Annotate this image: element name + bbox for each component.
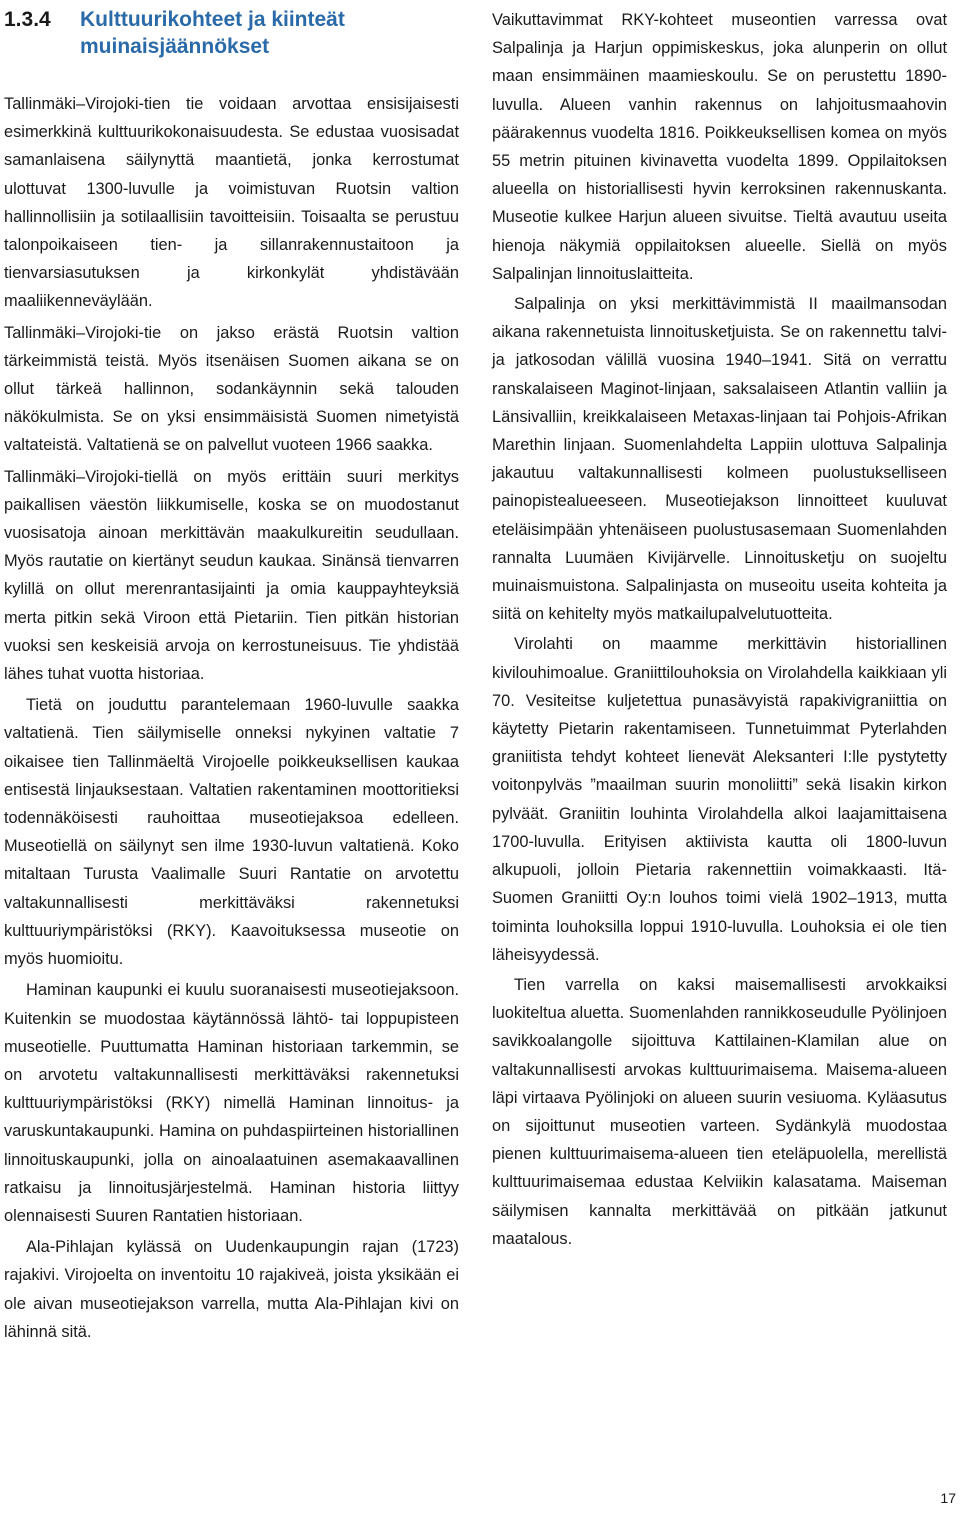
section-heading [4, 6, 459, 60]
paragraph: Tien varrella on kaksi maisemallisesti arvokkaiksi luokiteltua aluetta. Suomenlahden rannikkoseudulle Pyölinjoen savikkoalangolle sijoittuva Kattilainen-Klamilan alue on valtakunnallisesti arvokas kulttuurimaisema. Maisema-alueen läpi virtaava Pyölinjoki on alueen suurin vesiuoma. Kyläasutus on sijoittunut museotien varteen. Sydänkylä muodostaa pienen kulttuurimaisema-alueen tien eteläpuolella, merellistä kulttuurimaisemaa edustaa Kelviikin kalasatama. Maiseman säilymisen kannalta merkittävää on pitkään jatkunut maatalous. [492, 975, 947, 1248]
right-column [492, 6, 947, 1253]
paragraph: Virolahti on maamme merkittävin historiallinen kivilouhimoalue. Graniittilouhoksia on Virolahdella kaikkiaan yli 70. Vesiteitse kuljetettua punasävyistä rapakivigraniittia on käytetty Pietarin rakentamiseen. Tunnetuimmat Pyterlahden graniitista tehdyt kohteet lienevät Aleksanteri I:lle pystytetty voitonpylväs ”maailman suurin monoliitti” sekä Iisakin kirkon pylväät. Graniitin louhinta Virolahdella alkoi laajamittaisena 1700-luvulla. Erityisen aktiivista kautta oli 1800-luvun alkupuoli, jolloin Pietaria rakennettiin voimakkaasti. Itä-Suomen Graniitti Oy:n louhos toimi vielä 1902–1913, mutta toiminta louhoksilla loppui 1910-luvulla. Louhoksia ei ole tien läheisyydessä. [492, 635, 947, 964]
paragraph: Tietä on jouduttu parantelemaan 1960-luvulle saakka valtatienä. Tien säilymiselle onneksi nykyinen valtatie 7 oikaisee tien Tallinmäeltä Virojoelle poikkeuksellisen kaukaa entisestä linjauksestaan. Valtatien rakentaminen moottoritieksi todennäköisesti rauhoittaa museotiejaksoa edelleen. Museotiellä on säilynyt sen ilme 1930-luvun valtatienä. Koko mitaltaan Turusta Vaalimalle Suuri Rantatie on arvotettu valtakunnallisesti merkittäväksi rakennetuksi kulttuuriympäristöksi (RKY). Kaavoituksessa museotie on myös huomioitu. [4, 696, 459, 969]
paragraph: Vaikuttavimmat RKY-kohteet museontien varressa ovat Salpalinja ja Harjun oppimiskeskus, joka alunperin on ollut maan ensimmäinen maamieskoulu. Se on perustettu 1890-luvulla. Alueen vanhin rakennus on lahjoitusmaahovin päärakennus vuodelta 1816. Poikkeuksellisen komea on myös 55 metrin pituinen kivinavetta vuodelta 1899. Oppilaitoksen alueella on historiallisesti hyvin kerroksinen rakennuskanta. Museotie kulkee Harjun alueen sivuitse. Tieltä avautuu useita hienoja näkymiä oppilaitoksen alueelle. Siellä on myös Salpalinjan linnoituslaitteita. [492, 11, 947, 283]
page-number: 17 [940, 1490, 956, 1506]
paragraph: Tallinmäki–Virojoki-tie on jakso erästä Ruotsin valtion tärkeimmistä teistä. Myös itsenäisen Suomen aikana se on ollut tärkeä hallinnon, sodankäynnin sekä talouden näkökulmista. Se on yksi ensimmäisistä Suomen nimetyistä valtateistä. Valtatienä se on palvellut vuoteen 1966 saakka. [4, 323, 459, 455]
left-column [4, 6, 459, 1346]
section-number: 1.3.4 [4, 8, 51, 31]
paragraph: Haminan kaupunki ei kuulu suoranaisesti museotiejaksoon. Kuitenkin se muodostaa käytännössä lähtö- tai loppupisteen museotielle. Puuttumatta Haminan historiaan tarkemmin, se on arvotetu valtakunnallisesti merkittäväksi rakennetuksi kulttuuriympäristöksi (RKY) nimellä Haminan linnoitus- ja varuskuntakaupunki. Hamina on puhdaspiirteinen historiallinen linnoituskaupunki, jolla on ainoalaatuinen asemakaavallinen ratkaisu ja linnoitusjärjestelmä. Haminan historia liittyy olennaisesti Suuren Rantatien historiaan. [4, 981, 459, 1225]
paragraph: Ala-Pihlajan kylässä on Uudenkaupungin rajan (1723) rajakivi. Virojoelta on inventoitu 10 rajakiveä, joista yksikään ei ole aivan museotiejakson varrella, mutta Ala-Pihlajan kivi on lähinnä sitä. [4, 1238, 459, 1341]
paragraph: Tallinmäki–Virojoki-tiellä on myös erittäin suuri merkitys paikallisen väestön liikkumiselle, koska se on muodostanut vuosisatoja ainoan merkittävän maakulkureitin seudullaan. Myös rautatie on kiertänyt seudun kaukaa. Sinänsä tienvarren kylillä on ollut merenrantasijainti ja omia kauppayhteyksiä merta pitkin sekä Viroon että Pietariin. Tien pitkän historian vuoksi sen keskeisiä arvoja on kerrostuneisuus. Tie yhdistää lähes tuhat vuotta historiaa. [4, 467, 459, 684]
paragraph: Tallinmäki–Virojoki-tien tie voidaan arvottaa ensisijaisesti esimerkkinä kulttuurikokonaisuudesta. Se edustaa vuosisadat samanlaisena säilynyttä maantietä, jonka kerrostumat ulottuvat 1300-luvulle ja voimistuvan Ruotsin valtion hallinnollisiin ja sotilaallisiin tavoitteisiin. Toisaalta se perustuu talonpoikaiseen tien- ja sillanrakennustaitoon ja tienvarsiasutuksen ja kirkonkylät yhdistävään maaliikenneväylään. [4, 95, 459, 311]
paragraph: Salpalinja on yksi merkittävimmistä II maailmansodan aikana rakennetuista linnoitusketjuista. Se on rakennettu talvi- ja jatkosodan välillä vuosina 1940–1941. Sitä on verrattu ranskalaiseen Maginot-linjaan, saksalaiseen Atlantin valliin ja Länsivalliin, kreikkalaiseen Metaxas-linjaan tai Pohjois-Afrikan Marethin linjaan. Suomenlahdelta Lappiin ulottuva Salpalinja jakautuu valtakunnallisesti kolmeen puolustukselliseen painopistealueeseen. Museotiejakson linnoitteet kuuluvat eteläisimpään yhtenäiseen puolustusasemaan Suomenlahden rannalta Luumäen Kivijärvelle. Linnoitusketju on suojeltu muinaismuistona. Salpalinjasta on museoitu useita kohteita ja siitä on kehitelty myös matkailupalvelutuotteita. [492, 295, 947, 624]
section-title: Kulttuurikohteet ja kiinteät muinaisjäännökset [80, 8, 345, 58]
